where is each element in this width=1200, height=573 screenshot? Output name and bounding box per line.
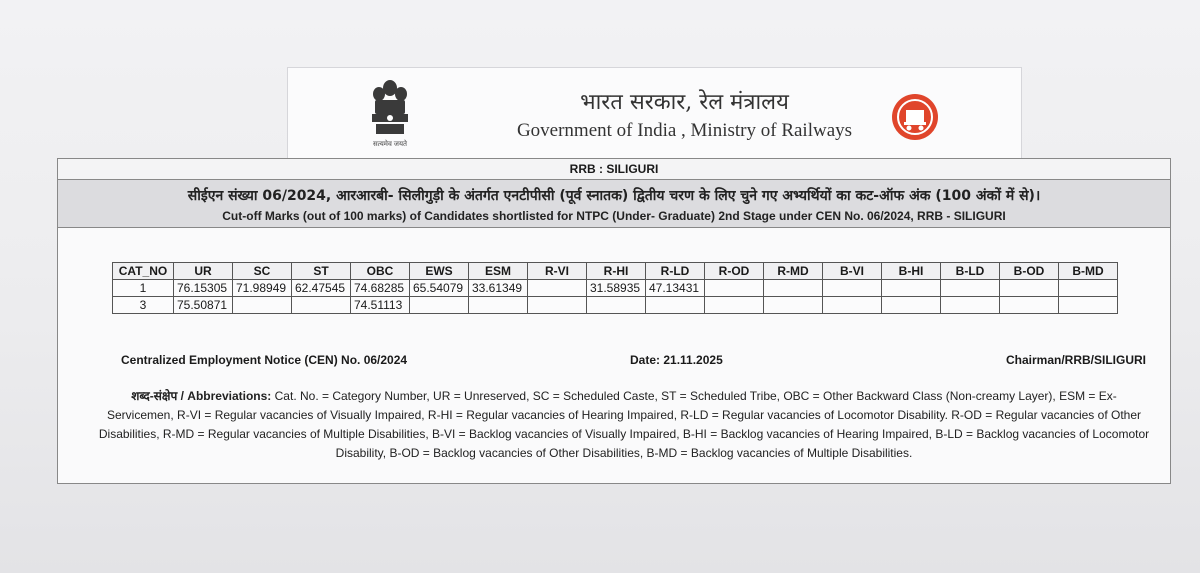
column-header: ESM xyxy=(469,263,528,280)
table-cell xyxy=(764,297,823,314)
cutoff-table xyxy=(112,262,1118,314)
indian-railways-logo-icon xyxy=(890,92,940,142)
table-cell: 71.98949 xyxy=(233,280,292,297)
table-cell: 47.13431 xyxy=(646,280,705,297)
abbreviations-note xyxy=(98,387,1150,463)
column-header: R-MD xyxy=(764,263,823,280)
notice-title-english: Cut-off Marks (out of 100 marks) of Candidates shortlisted for NTPC (Under- Graduate) 2nd Stage under CEN No. 06/2024, RRB - SILIGURI xyxy=(222,209,1006,223)
table-cell: 1 xyxy=(113,280,174,297)
table-cell xyxy=(646,297,705,314)
board-label: RRB : SILIGURI xyxy=(58,159,1170,180)
abbreviations-label: शब्द-संक्षेप / Abbreviations: xyxy=(131,389,272,403)
table-cell xyxy=(292,297,351,314)
table-cell: 65.54079 xyxy=(410,280,469,297)
column-header: R-LD xyxy=(646,263,705,280)
table-cell xyxy=(823,280,882,297)
table-cell xyxy=(528,297,587,314)
table-cell: 31.58935 xyxy=(587,280,646,297)
table-cell xyxy=(410,297,469,314)
table-cell: 74.68285 xyxy=(351,280,410,297)
table-cell: 75.50871 xyxy=(174,297,233,314)
column-header: B-HI xyxy=(882,263,941,280)
column-header: OBC xyxy=(351,263,410,280)
notice-title-band xyxy=(58,180,1170,228)
abbreviations-text: Cat. No. = Category Number, UR = Unreserved, SC = Scheduled Caste, ST = Scheduled Tribe, OBC = Other Backward Class (Non-creamy Layer), ESM = Ex-Servicemen, R-VI = Regular vacancies of Visually Impaired, R-HI = Regular vacancies of Hearing Impaired, R-LD = Regular vacancies of Locomotor Disability. R-OD = Regular vacancies of Other Disabilities, R-MD = Regular vacancies of Multiple Disabilities, B-VI = Backlog vacancies of Visually Impaired, B-HI = Backlog vacancies of Hearing Impaired, B-LD = Backlog vacancies of Locomotor Disability, B-OD = Backlog vacancies of Other Disabilities, B-MD = Backlog vacancies of Multiple Disabilities. xyxy=(98,389,1150,460)
table-cell xyxy=(528,280,587,297)
ministry-title-hindi: भारत सरकार, रेल मंत्रालय xyxy=(580,90,789,115)
table-cell: 74.51113 xyxy=(351,297,410,314)
table-cell xyxy=(882,297,941,314)
cutoff-notice xyxy=(57,158,1171,484)
table-header-row xyxy=(113,263,1118,280)
table-cell xyxy=(941,280,1000,297)
table-cell xyxy=(587,297,646,314)
emblem-caption: सत्यमेव जयते xyxy=(372,141,408,148)
column-header: CAT_NO xyxy=(113,263,174,280)
column-header: R-OD xyxy=(705,263,764,280)
table-cell xyxy=(1059,297,1118,314)
table-cell xyxy=(233,297,292,314)
table-cell xyxy=(941,297,1000,314)
table-cell: 62.47545 xyxy=(292,280,351,297)
table-cell xyxy=(705,280,764,297)
column-header: ST xyxy=(292,263,351,280)
table-cell: 33.61349 xyxy=(469,280,528,297)
table-cell xyxy=(882,280,941,297)
column-header: B-LD xyxy=(941,263,1000,280)
column-header: B-MD xyxy=(1059,263,1118,280)
table-cell: 3 xyxy=(113,297,174,314)
column-header: R-VI xyxy=(528,263,587,280)
table-cell: 76.15305 xyxy=(174,280,233,297)
table-cell xyxy=(764,280,823,297)
notice-date: Date: 21.11.2025 xyxy=(630,353,723,367)
table-cell xyxy=(1000,297,1059,314)
table-row xyxy=(113,297,1118,314)
signatory: Chairman/RRB/SILIGURI xyxy=(1005,353,1146,367)
table-cell xyxy=(1000,280,1059,297)
letterhead xyxy=(287,67,1022,159)
column-header: B-OD xyxy=(1000,263,1059,280)
column-header: EWS xyxy=(410,263,469,280)
notice-title-hindi: सीईएन संख्या 06/2024, आरआरबी- सिलीगुड़ी के अंतर्गत एनटीपीसी (पूर्व स्नातक) द्वितीय चरण के लिए चुने गए अभ्यर्थियों का कट-ऑफ अंक (100 अंकों में से)। xyxy=(187,188,1041,204)
table-cell xyxy=(823,297,882,314)
table-cell xyxy=(1059,280,1118,297)
column-header: UR xyxy=(174,263,233,280)
column-header: R-HI xyxy=(587,263,646,280)
table-cell xyxy=(469,297,528,314)
column-header: SC xyxy=(233,263,292,280)
column-header: B-VI xyxy=(823,263,882,280)
table-row xyxy=(113,280,1118,297)
cen-number: Centralized Employment Notice (CEN) No. 06/2024 xyxy=(121,353,408,367)
ministry-title-english: Government of India , Ministry of Railways xyxy=(516,120,853,141)
table-cell xyxy=(705,297,764,314)
